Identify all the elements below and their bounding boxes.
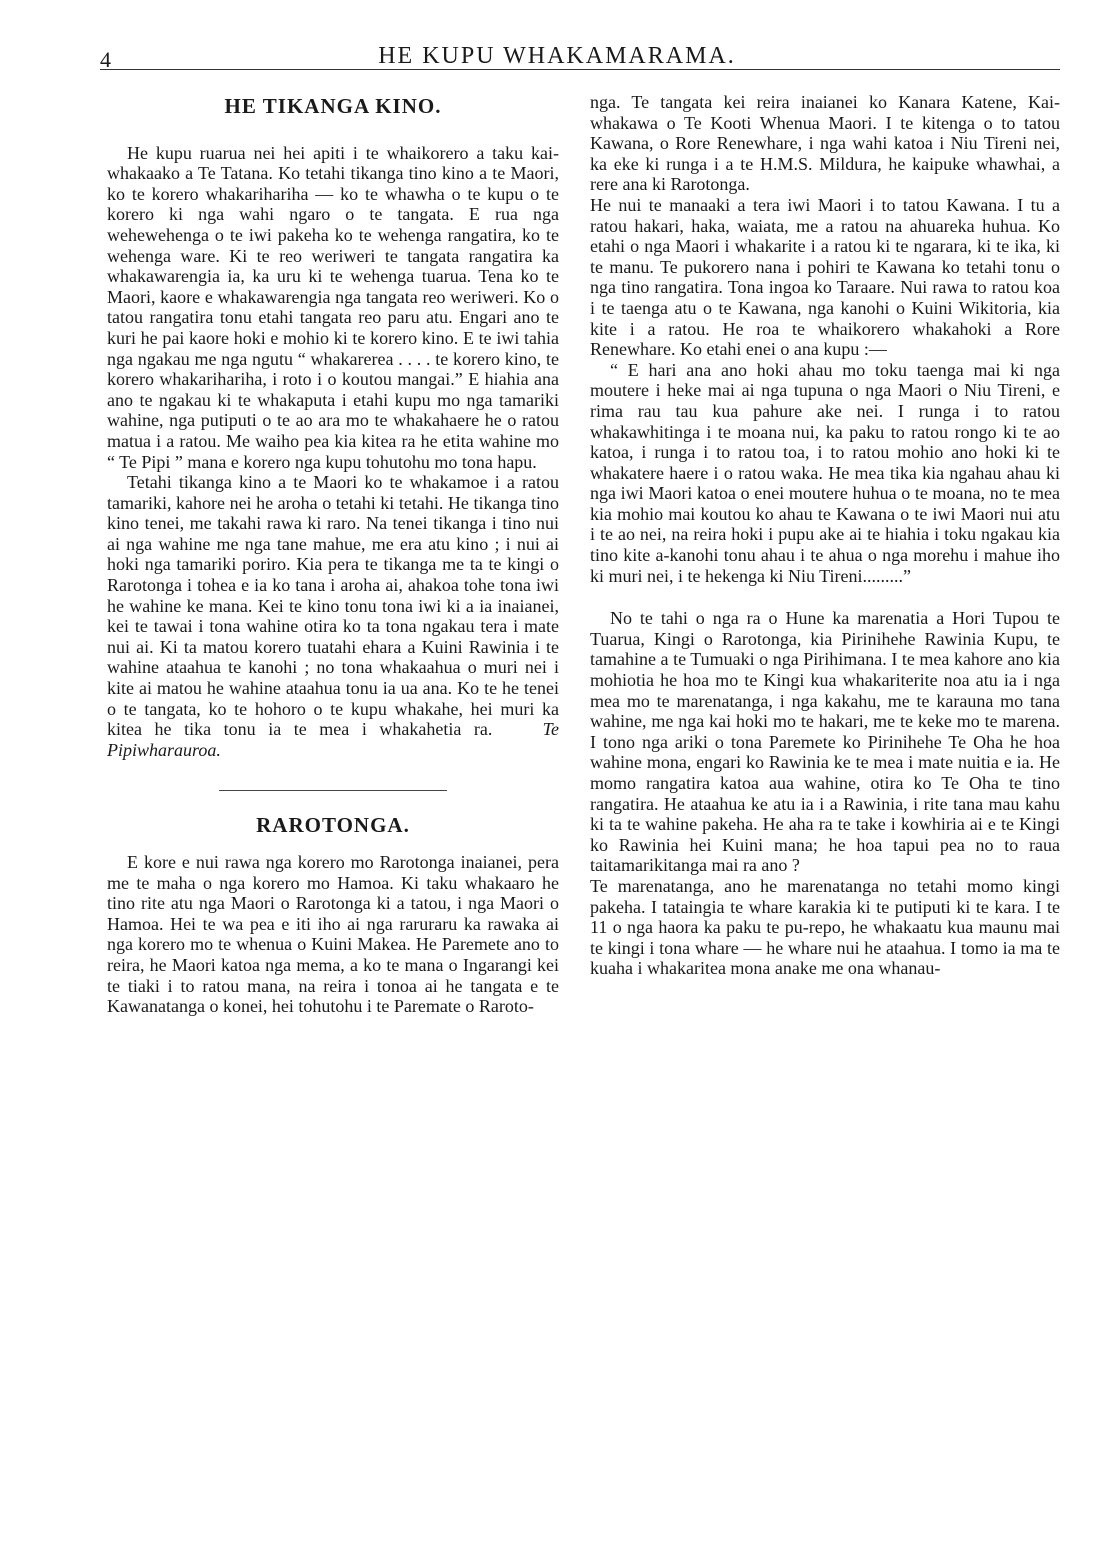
article-paragraph: E kore e nui rawa nga korero mo Rarotonga inaianei, pera me te maha o nga korero mo Hamoa. Ki taku whakaaro he tino rite atu nga Maori o Rarotonga ki a tatou, i nga Maori o Hamoa. Hei te wa pea e iti iho ai nga raruraru ka rawaka ai nga korero mo te whenua o Kuini Makea. He Paremete ano to reira, he Maori katoa nga mema, a ko te mana o Ingarangi kei te tiaki i to ratou mana, na reira i tonoa ai he tangata e te Kawanatanga o konei, hei tohutohu i te Paremate o Raroto- bbox=[107, 852, 559, 1017]
article-paragraph: He kupu ruarua nei hei apiti i te whaikorero a taku kai-whakaako a Te Tatana. Ko tetahi tikanga tino kino a te Maori, ko te korero whakarihariha — ko te whawha o te kupu o te korero ki nga wahi ngaro o te tangata. E rua nga wehewehenga o te iwi pakeha ko te wehenga rangatira, ko te wehenga ware. Ki te reo weriweri te tangata rangatira ka whakawarengia ia, ka uru ki te wehenga tuarua. Tena ko te Maori, kaore e whakawarengia nga tangata reo weriweri. Ko o tatou rangatira tonu etahi tangata reo paru atu. Engari ano te kuri he pai kaore hoki e mohio ki te korero kino. E te iwi tahia nga ngakau me nga ngutu “ whakarerea . . . . te korero kino, te korero whakarihariha, i roto i o koutou mangai.” E hiahia ana ano te ngakau ki te whakaputa i etahi kupu mo nga tamariki wahine, nga putiputi o te ao ara mo te whakahaere he o ratou matua i a ratou. Me waiho pea kia kitea ra he etita wahine mo “ Te Pipi ” mana e korero nga kupu tohutohu mo tona hapu. bbox=[107, 142, 559, 472]
right-column bbox=[590, 92, 1060, 979]
article-paragraph: nga. Te tangata kei reira inaianei ko Kanara Katene, Kai-whakawa o Te Kooti Whenua Maori. I te kitenga o to tatou Kawana, o Rore Renewhare, i nga wahi katoa i Niu Tireni nei, ka eke ki runga i a te H.M.S. Mildura, he kaipuke whawhai, a rere ana ki Rarotonga. bbox=[590, 92, 1060, 195]
article-signature: Te Pipiwharauroa. bbox=[107, 719, 560, 760]
section-divider bbox=[219, 790, 447, 791]
running-title: HE KUPU WHAKAMARAMA. bbox=[378, 43, 736, 69]
article-paragraph bbox=[107, 472, 559, 760]
header-rule bbox=[100, 69, 1060, 70]
article-paragraph: He nui te manaaki a tera iwi Maori i to tatou Kawana. I tu a ratou hakari, haka, waiata, me a ratou na ahuareka huhua. Ko etahi o nga Maori i whakarite i a ratou ki te ngarara, ki te ika, ki te manu. Te pukorero nana i pohiri te Kawana ko tetahi tonu o nga tino rangatira. Tona ingoa ko Taraare. Nui rawa to ratou koa i te taenga atu o te Kawana, nga kanohi o Kuini Wikitoria, kia kite i a ratou. He roa te whaikorero whakahoki a Rore Renewhare. Ko etahi enei o ana kupu :— bbox=[590, 194, 1060, 360]
quoted-speech: “ E hari ana ano hoki ahau mo toku taenga mai ki nga moutere i heke mai ai nga tupuna o nga Maori o Niu Tireni, e rima rau tau kua pahure ake nei. I runga i to ratou whakawhitinga i te moana nui, ka paku to ratou rongo ki te ao katoa, i runga i to ratou toa, i to ratou mohio ano hoki ki te whakatere haere i o ratou waka. He mea tika kia ngahau ahau ki nga iwi Maori katoa o enei moutere huhua o te moana, no te mea kia mohio mai koutou ko ahau te Kawana o te iwi Maori nui atu i te ao nei, na reira hoki i pupu ake ai te hiahia i toku ngakau kia tino kite a-kanohi tonu ahau i te ahua o nga morehu i mahue iho ki muri nei, i te hekenga ki Niu Tireni.........” bbox=[590, 359, 1060, 586]
left-column bbox=[107, 92, 559, 1017]
page-number: 4 bbox=[100, 47, 112, 72]
article-heading-rarotonga: RAROTONGA. bbox=[256, 813, 410, 838]
article-paragraph-text: Tetahi tikanga kino a te Maori ko te whakamoe i a ratou tamariki, kahore nei he aroha o tetahi ki tetahi. He tikanga tino kino tenei, me takahi rawa ki raro. Na tenei tikanga i tino nui ai nga wahine me nga tane mahue, me era atu kino ; i nui ai hoki nga tamariki poriro. Kia pera te tikanga me ta te kingi o Rarotonga i tohea e ia ko tana i aroha ai, ahakoa tohe tona iwi he wahine ke mana. Kei te kino tonu tona iwi ki a ia inaianei, kei te tawai i tona wahine otira ko ta tona ngakau tera i mate nui ai. Ki ta matou korero tuatahi ehara a Kuini Rawinia i te wahine ataahua te kanohi ; no tona whakaahua o muri nei i kite ai matou he wahine ataahua tonu ia ua ana. Ko te he tenei o te tangata, ko te hohoro o te kupu whakahe, hei muri ka kitea he tika tonu ia te mea i whakahetia ra. bbox=[107, 472, 559, 740]
article-paragraph: No te tahi o nga ra o Hune ka marenatia a Hori Tupou te Tuarua, Kingi o Rarotonga, kia Pirinihehe Rawinia Kupu, te tamahine a te Tumuaki o nga Pirihimana. I te mea kahore ano kia mohiotia he hoa mo te Kingi kua whakariterite noa atu ia i nga mea mo te marenatanga, i nga kakahu, me te karauna mo tana wahine, me nga kai hoki mo te hakari, me te keke mo te marena. I tono nga ariki o tona Paremete ko Pirinihehe Te Oha he hoa wahine mona, engari ko Rawinia ke te mea i mate nuitia e ia. He momo rangatira katoa aua wahine, otira ko Te Oha te tino rangatira. He ataahua ke atu ia i a Rawinia, i rite tana mau kahu ki ta te wahine pakeha. He aha ra te take i kowhiria ai e te Kingi ko Rawinia hei Kuini mana; he hoa tapui pea no to raua taitamarikitanga mai ra ano ? bbox=[590, 608, 1060, 876]
article-heading-tikanga-kino: HE TIKANGA KINO. bbox=[224, 94, 442, 118]
article-paragraph: Te marenatanga, ano he marenatanga no tetahi momo kingi pakeha. I tataingia te whare karakia ki te putiputi ki te kara. I te 11 o nga haora ka paku te pu-repo, he whakaatu kua maunu mai te kingi i tona whare — he whare nui he ataahua. I tomo ia ma te kuaha i whakaritea mona anake me ona whanau- bbox=[590, 875, 1060, 979]
